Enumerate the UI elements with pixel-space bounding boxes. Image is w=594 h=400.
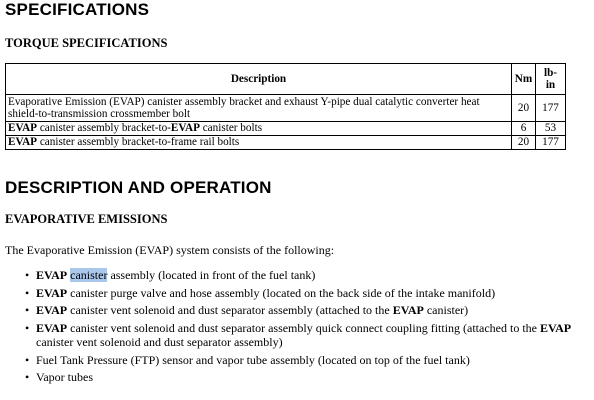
list-item: • EVAP canister vent solenoid and dust separator assembly quick connect coupling fitting (attached to the EVAP canister vent solenoid and dust separator assembly): [25, 320, 572, 349]
row-description: EVAP canister assembly bracket-to-EVAP canister bolts: [6, 122, 512, 136]
column-header-nm: Nm: [512, 64, 536, 95]
bullet-icon: •: [25, 285, 30, 300]
torque-specifications-heading: TORQUE SPECIFICATIONS: [5, 36, 168, 50]
bullet-icon: •: [25, 370, 30, 384]
row-lb-in: 177: [536, 136, 566, 150]
row-nm: 6: [512, 122, 536, 136]
bullet-icon: •: [25, 352, 30, 367]
bullet-icon: •: [25, 320, 30, 335]
evaporative-emissions-heading: EVAPORATIVE EMISSIONS: [5, 212, 168, 226]
intro-paragraph: The Evaporative Emission (EVAP) system consists of the following:: [5, 243, 335, 257]
row-nm: 20: [512, 136, 536, 150]
table-row: [6, 95, 566, 122]
component-list: [25, 268, 585, 388]
column-header-description: Description: [6, 64, 512, 95]
row-lb-in: 53: [536, 122, 566, 136]
list-item: • EVAP canister assembly (located in front of the fuel tank): [25, 268, 316, 282]
selected-text-highlight[interactable]: canister: [70, 268, 108, 282]
row-nm: 20: [512, 95, 536, 122]
row-description: Evaporative Emission (EVAP) canister assembly bracket and exhaust Y-pipe dual catalytic converter heat shield-to-transmission crossmember bolt: [6, 95, 512, 122]
table-row: [6, 136, 566, 150]
bullet-icon: •: [25, 303, 30, 317]
row-description: EVAP canister assembly bracket-to-frame rail bolts: [6, 136, 512, 150]
specifications-heading: SPECIFICATIONS: [5, 0, 150, 19]
bullet-icon: •: [25, 268, 30, 282]
table-row: [6, 122, 566, 136]
list-item: • Vapor tubes: [25, 370, 93, 384]
list-item: • EVAP canister vent solenoid and dust separator assembly (attached to the EVAP canister): [25, 303, 469, 317]
column-header-lb-in: lb- in: [536, 64, 566, 95]
list-item: • EVAP canister purge valve and hose assembly (located on the back side of the intake manifold): [25, 285, 496, 300]
row-lb-in: 177: [536, 95, 566, 122]
table-header-row: [6, 64, 566, 95]
list-item: • Fuel Tank Pressure (FTP) sensor and vapor tube assembly (located on top of the fuel tank): [25, 352, 470, 367]
description-and-operation-heading: DESCRIPTION AND OPERATION: [5, 178, 272, 197]
torque-table: [5, 63, 566, 150]
